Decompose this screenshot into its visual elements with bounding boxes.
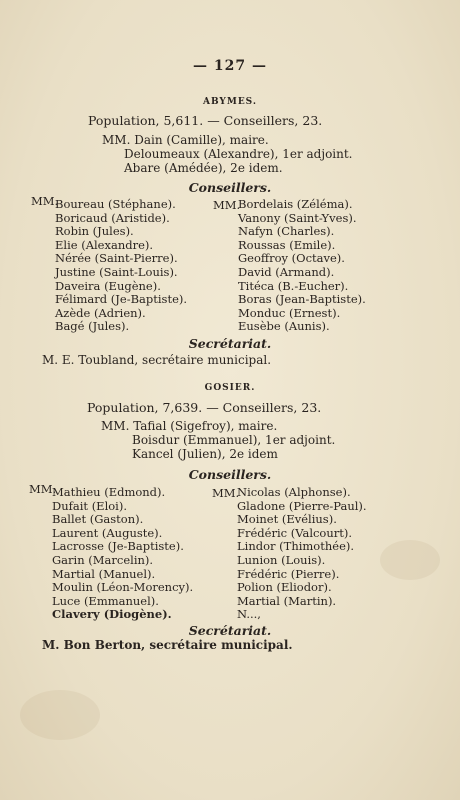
councillor-name: Moulin (Léon-Morency).	[52, 580, 194, 595]
councillor-name: Clavery (Diogène).	[52, 607, 172, 622]
councillors-heading: Conseillers.	[188, 180, 272, 195]
councillor-name: Moinet (Evélius).	[237, 512, 337, 527]
official-adjoint-1: Deloumeaux (Alexandre), 1er adjoint.	[124, 147, 353, 161]
paper-stain	[20, 690, 100, 740]
mm-label-left: MM.	[31, 194, 59, 208]
councillor-name: Boras (Jean-Baptiste).	[238, 292, 366, 307]
councillor-name: Laurent (Auguste).	[52, 525, 163, 540]
councillor-name: David (Armand).	[238, 264, 335, 279]
councillor-name: Elie (Alexandre).	[55, 237, 154, 252]
population-line: Population, 7,639. — Conseillers, 23.	[87, 400, 322, 415]
councillor-name: Garin (Marcelin).	[52, 552, 154, 567]
councillor-name: Roussas (Emile).	[238, 237, 336, 252]
official-adjoint-2: Abare (Amédée), 2e idem.	[124, 161, 283, 175]
councillor-name: Lacrosse (Je-Baptiste).	[52, 539, 184, 554]
councillor-name: Nicolas (Alphonse).	[237, 485, 351, 499]
mm-label-left: MM.	[29, 482, 57, 496]
councillor-name: Nérée (Saint-Pierre).	[55, 251, 178, 266]
councillor-name: Boricaud (Aristide).	[55, 210, 170, 225]
councillor-name: Titéca (B.-Eucher).	[238, 278, 349, 293]
councillor-name: Vanony (Saint-Yves).	[238, 210, 357, 225]
commune-title-abymes: ABYMES.	[203, 97, 257, 107]
secretariat-heading: Secrétariat.	[188, 623, 272, 638]
population-line: Population, 5,611. — Conseillers, 23.	[88, 113, 323, 128]
councillor-name: Martial (Manuel).	[52, 566, 156, 581]
councillor-name: Polion (Eliodor).	[237, 580, 332, 595]
councillor-name: Bordelais (Zéléma).	[238, 197, 353, 211]
councillor-name: Dufait (Eloi).	[52, 498, 127, 513]
official-adjoint-2: Kancel (Julien), 2e idem	[132, 447, 278, 461]
councillor-name: Frédéric (Pierre).	[237, 566, 340, 581]
councillor-name: Robin (Jules).	[55, 224, 134, 239]
councillor-name: Boureau (Stéphane).	[55, 197, 176, 211]
councillor-name: Lunion (Louis).	[237, 552, 326, 567]
councillors-left-column	[52, 486, 193, 622]
councillors-right-column	[237, 486, 367, 622]
councillor-name: Nafyn (Charles).	[238, 224, 335, 239]
councillor-name: Gladone (Pierre-Paul).	[237, 498, 367, 513]
commune-title-gosier: GOSIER.	[204, 383, 256, 393]
secretariat-heading: Secrétariat.	[188, 336, 272, 351]
councillor-name: Lindor (Thimothée).	[237, 539, 355, 554]
official-mayor: MM. Dain (Camille), maire.	[102, 133, 269, 147]
official-adjoint-1: Boisdur (Emmanuel), 1er adjoint.	[132, 433, 336, 447]
councillor-name: Luce (Emmanuel).	[52, 593, 159, 608]
councillor-name: Martial (Martin).	[237, 593, 337, 608]
councillor-name: Félimard (Je-Baptiste).	[55, 292, 188, 307]
councillors-left-column	[55, 198, 187, 334]
official-mayor: MM. Tafial (Sigefroy), maire.	[101, 419, 278, 433]
councillor-name: Daveira (Eugène).	[55, 278, 161, 293]
paper-stain	[380, 540, 440, 580]
councillor-name: N...,	[237, 607, 261, 622]
councillor-name: Geoffroy (Octave).	[238, 251, 345, 266]
mm-label-right: MM.	[213, 198, 241, 212]
councillor-name: Bagé (Jules).	[55, 319, 130, 334]
councillor-name: Frédéric (Valcourt).	[237, 525, 353, 540]
councillor-name: Justine (Saint-Louis).	[55, 264, 178, 279]
councillor-name: Mathieu (Edmond).	[52, 485, 166, 499]
councillor-name: Eusèbe (Aunis).	[238, 319, 330, 334]
councillor-name: Ballet (Gaston).	[52, 512, 144, 527]
secretary-line: M. Bon Berton, secrétaire municipal.	[42, 638, 293, 652]
page-number: — 127 —	[193, 58, 267, 74]
mm-label-right: MM.	[212, 486, 240, 500]
secretary-line: M. E. Toubland, secrétaire municipal.	[42, 353, 272, 367]
councillor-name: Monduc (Ernest).	[238, 305, 341, 320]
councillors-heading: Conseillers.	[188, 467, 272, 482]
councillor-name: Azède (Adrien).	[55, 305, 146, 320]
councillors-right-column	[238, 198, 366, 334]
